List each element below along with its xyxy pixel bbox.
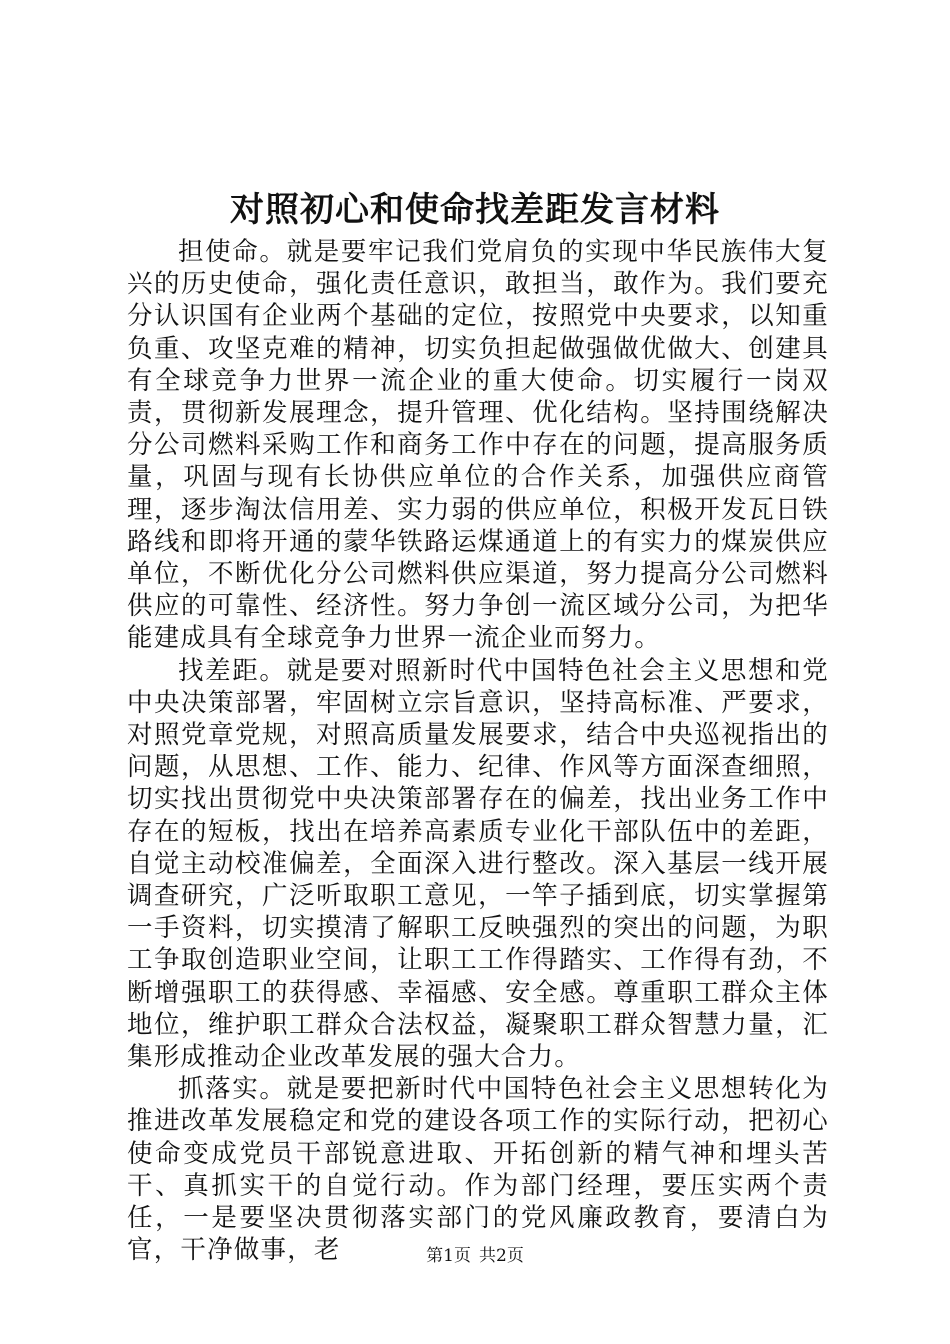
- page-total: 共2页: [479, 1246, 524, 1266]
- page-footer: [0, 1244, 950, 1268]
- document-title: 对照初心和使命找差距发言材料: [230, 190, 720, 230]
- paragraph-2: 找差距。就是要对照新时代中国特色社会主义思想和党中央决策部署，牢固树立宗旨意识，坚持高标准、严要求，对照党章党规，对照高质量发展要求，结合中央巡视指出的问题，从思想、工作、能力、纪律、作风等方面深查细照，切实找出贯彻党中央决策部署存在的偏差，找出业务工作中存在的短板，找出在培养高素质专业化干部队伍中的差距，自觉主动校准偏差，全面深入进行整改。深入基层一线开展调查研究，广泛听取职工意见，一竿子插到底，切实掌握第一手资料，切实摸清了解职工反映强烈的突出的问题，为职工争取创造职业空间，让职工工作得踏实、工作得有劲，不断增强职工的获得感、幸福感、安全感。尊重职工群众主体地位，维护职工群众合法权益，凝聚职工群众智慧力量，汇集形成推动企业改革发展的强大合力。: [127, 655, 829, 1073]
- document-body: [127, 236, 829, 1267]
- paragraph-3: 抓落实。就是要把新时代中国特色社会主义思想转化为推进改革发展稳定和党的建设各项工作的实际行动，把初心使命变成党员干部锐意进取、开拓创新的精气神和埋头苦干、真抓实干的自觉行动。作为部门经理，要压实两个责任，一是要坚决贯彻落实部门的党风廉政教育，要清白为官，干净做事，老: [127, 1074, 829, 1266]
- page-number: 第1页: [426, 1246, 471, 1266]
- paragraph-1: 担使命。就是要牢记我们党肩负的实现中华民族伟大复兴的历史使命，强化责任意识，敢担当，敢作为。我们要充分认识国有企业两个基础的定位，按照党中央要求，以知重负重、攻坚克难的精神，切实负担起做强做优做大、创建具有全球竞争力世界一流企业的重大使命。切实履行一岗双责，贯彻新发展理念，提升管理、优化结构。坚持围绕解决分公司燃料采购工作和商务工作中存在的问题，提高服务质量，巩固与现有长协供应单位的合作关系，加强供应商管理，逐步淘汰信用差、实力弱的供应单位，积极开发瓦日铁路线和即将开通的蒙华铁路运煤通道上的有实力的煤炭供应单位，不断优化分公司燃料供应渠道，努力提高分公司燃料供应的可靠性、经济性。努力争创一流区域分公司，为把华能建成具有全球竞争力世界一流企业而努力。: [127, 237, 829, 654]
